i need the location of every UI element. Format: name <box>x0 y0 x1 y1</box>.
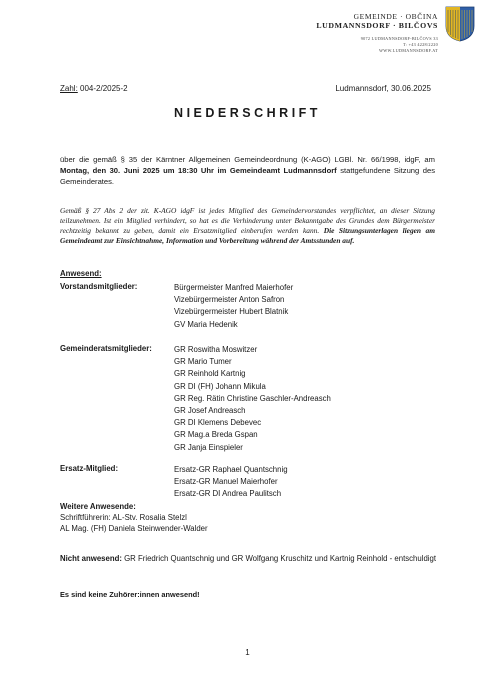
attendance-heading: Anwesend: <box>60 269 102 278</box>
website-line: WWW.LUDMANNSDORF.AT <box>379 48 438 53</box>
reference-number <box>60 84 128 93</box>
legal-notice-bold: Die Sitzungsunterlagen liegen am Gemeindeamt zur Einsichtnahme, Information und Vorbereitung während der Amtsstunden auf. <box>60 226 435 245</box>
list-item: Ersatz-GR DI Andrea Paulitsch <box>174 489 282 499</box>
legal-notice <box>60 206 435 246</box>
list-item: GR Roswitha Moswitzer <box>174 345 258 354</box>
list-item: Vizebürgermeister Anton Safron <box>174 295 285 305</box>
document-date: Ludmannsdorf, 30.06.2025 <box>335 84 431 93</box>
list-item: Schriftführerin: AL-Stv. Rosalia Stelzl <box>60 513 187 522</box>
other-attendees <box>60 501 208 534</box>
list-item: Bürgermeister Manfred Maierhofer <box>174 283 294 292</box>
council-members-label: Gemeinderatsmitglieder: <box>60 344 152 353</box>
letterhead <box>316 12 438 54</box>
list-item: GR Josef Andreasch <box>174 406 246 416</box>
substitute-members-label: Ersatz-Mitglied: <box>60 464 119 473</box>
page-number: 1 <box>245 648 250 657</box>
legal-notice-text: Gemäß § 27 Abs 2 der zit. K-AGO idgF ist jedes Mitglied des Gemeindervorstandes verpflichtet, an dieser Sitzung teilzunehmen. Ist ein Mitglied verhindert, so hat es die Verhinderung unter Bekanntgabe des Grundes dem Bürgermeister rechtzeitig bekannt zu geben, damit ein Ersatzmitglied einberufen werden kann. <box>60 206 435 235</box>
meeting-datetime: Montag, den 30. Juni 2025 um 18:30 Uhr im Gemeindeamt Ludmannsdorf <box>60 166 337 175</box>
address-line: 9072 LUDMANNSDORF-BILČOVS 33 <box>360 36 438 41</box>
list-item: Ersatz-GR Raphael Quantschnig <box>174 465 288 474</box>
board-members-label: Vorstandsmitglieder: <box>60 282 138 291</box>
absent-text: GR Friedrich Quantschnig und GR Wolfgang Kruschitz und Kartnig Reinhold - entschuldigt <box>121 554 437 563</box>
substitute-members-list <box>174 464 288 501</box>
list-item: GR Reg. Rätin Christine Gaschler-Andreasch <box>174 393 331 403</box>
list-item: GR DI (FH) Johann Mikula <box>174 381 266 391</box>
letterhead-address <box>316 36 438 54</box>
absent-members <box>60 553 440 564</box>
intro-paragraph <box>60 154 435 187</box>
list-item: GR Mag.a Breda Gspan <box>174 430 258 440</box>
list-item: GR Mario Tumer <box>174 357 232 367</box>
board-members-list <box>174 282 293 331</box>
reference-label: Zahl: <box>60 84 78 93</box>
reference-value: 004-2/2025-2 <box>77 84 128 93</box>
list-item: AL Mag. (FH) Daniela Steinwender-Walder <box>60 524 208 533</box>
intro-text: über die gemäß § 35 der Kärntner Allgemeinen Gemeindeordnung (K-AGO) LGBl. Nr. 66/1998, idgF, am <box>60 155 435 164</box>
list-item: Ersatz-GR Manuel Maierhofer <box>174 477 278 487</box>
council-members-list <box>174 344 331 454</box>
list-item: GV Maria Hedenik <box>174 319 238 329</box>
other-attendees-label: Weitere Anwesende: <box>60 502 136 511</box>
list-item: GR Reinhold Kartnig <box>174 369 246 379</box>
absent-label: Nicht anwesend: <box>60 554 122 563</box>
municipal-crest-icon <box>445 6 475 42</box>
phone-line: T: +43 4228/2220 <box>403 42 438 47</box>
list-item: Vizebürgermeister Hubert Blatnik <box>174 307 289 317</box>
audience-note: Es sind keine Zuhörer:innen anwesend! <box>60 590 200 599</box>
list-item: GR DI Klemens Debevec <box>174 418 262 428</box>
municipality-name-line1: GEMEINDE · OBČINA <box>353 12 438 21</box>
document-title: NIEDERSCHRIFT <box>174 106 321 120</box>
municipality-name-line2: LUDMANNSDORF · BILČOVS <box>316 21 438 30</box>
intro-text-end: stattgefundene Sitzung des Gemeinderates. <box>60 166 435 186</box>
list-item: GR Janja Einspieler <box>174 442 243 452</box>
